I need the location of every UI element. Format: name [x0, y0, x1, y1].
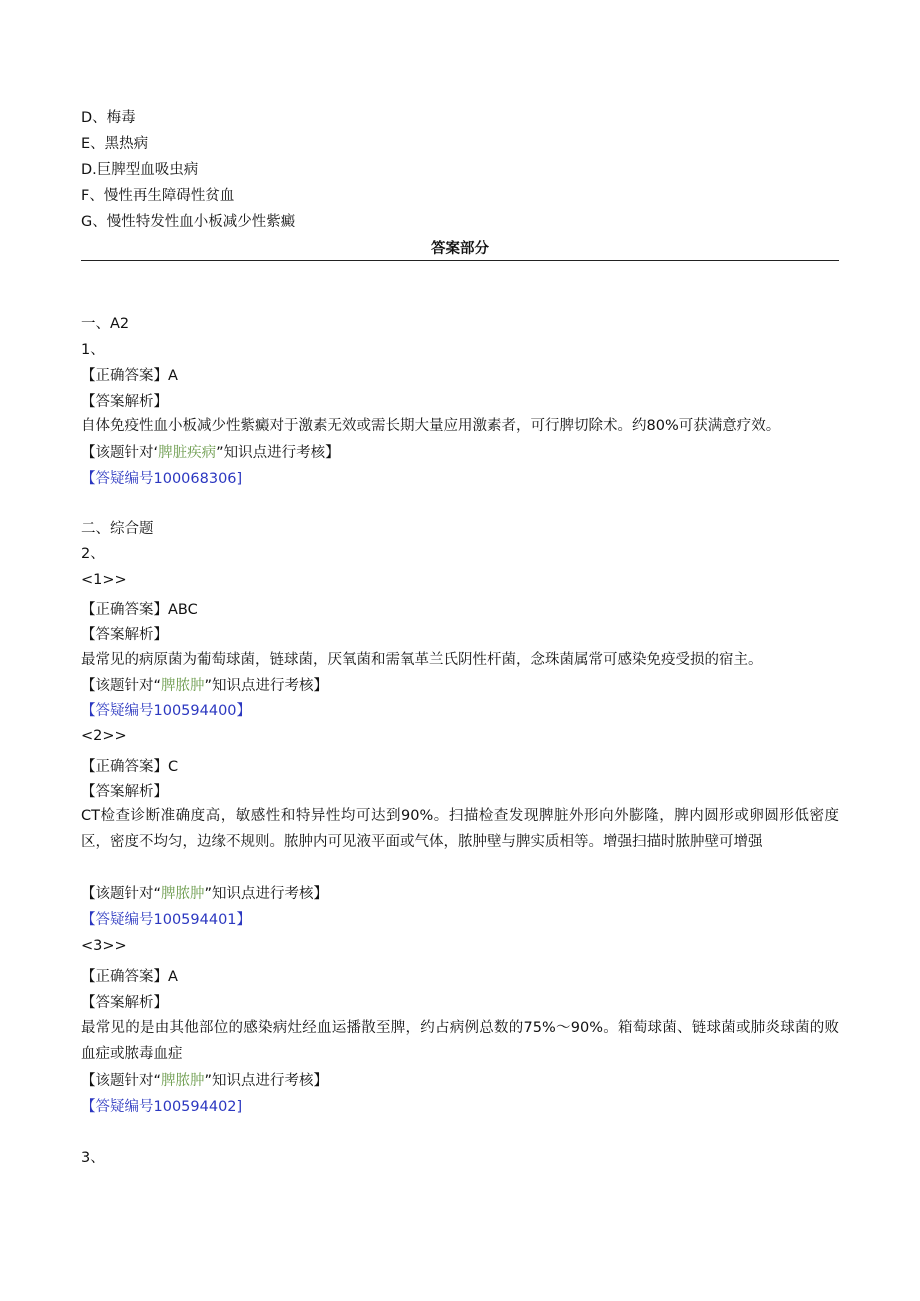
- knowledge-point-topic[interactable]: 脾脓肿: [161, 886, 205, 902]
- knowledge-point-suffix: ”知识点进行考核】: [204, 1073, 329, 1089]
- option-g: G、慢性特发性血小板减少性紫癜: [81, 214, 296, 230]
- question-id[interactable]: 【答疑编号100594401】: [81, 912, 252, 928]
- option-d: D、梅毒: [81, 110, 136, 126]
- question-number: 3、: [81, 1150, 105, 1166]
- section-heading-comprehensive: 二、综合题: [81, 521, 154, 537]
- option-e: E、黑热病: [81, 136, 149, 152]
- knowledge-point-prefix: 【该题针对‘: [81, 445, 159, 461]
- analysis-label: 【答案解析】: [81, 784, 168, 800]
- correct-answer: 【正确答案】ABC: [81, 602, 198, 618]
- question-number: 2、: [81, 546, 105, 562]
- analysis-label: 【答案解析】: [81, 995, 168, 1011]
- correct-answer: 【正确答案】A: [81, 969, 178, 985]
- knowledge-point-suffix: ”知识点进行考核】: [204, 678, 329, 694]
- knowledge-point-suffix: ”知识点进行考核】: [204, 886, 329, 902]
- knowledge-point-topic[interactable]: 脾脓肿: [161, 1073, 205, 1089]
- knowledge-point-prefix: 【该题针对“: [81, 678, 162, 694]
- sub-question-label: <2>>: [81, 728, 127, 744]
- analysis-text: 最常见的病原菌为葡萄球菌，链球菌，厌氧菌和需氧革兰氏阴性杆菌，念珠菌属常可感染免疫受损的宿主。: [81, 652, 763, 668]
- section-title: 答案部分: [81, 239, 839, 261]
- option-d2: D.巨脾型血吸虫病: [81, 162, 199, 178]
- correct-answer: 【正确答案】C: [81, 759, 179, 775]
- knowledge-point: [81, 1071, 328, 1091]
- question-number: 1、: [81, 342, 105, 358]
- question-id[interactable]: 【答疑编号100594400】: [81, 703, 252, 719]
- knowledge-point-topic[interactable]: 脾脓肿: [161, 678, 205, 694]
- section-heading-a2: 一、A2: [81, 316, 130, 332]
- sub-question-label: <1>>: [81, 572, 127, 588]
- analysis-label: 【答案解析】: [81, 627, 168, 643]
- knowledge-point-suffix: ”知识点进行考核】: [216, 445, 340, 461]
- option-f: F、慢性再生障碍性贫血: [81, 188, 235, 204]
- knowledge-point: [81, 676, 328, 696]
- sub-question-label: <3>>: [81, 938, 127, 954]
- question-id[interactable]: 【答疑编号100068306]: [81, 471, 243, 487]
- analysis-text: CT检查诊断准确度高，敏感性和特异性均可达到90%。扫描检查发现脾脏外形向外膨隆，脾内圆形或卵圆形低密度区，密度不均匀，边缘不规则。脓肿内可见液平面或气体，脓肿壁与脾实质相等。增强扫描时脓肿壁可增强: [81, 808, 839, 850]
- analysis-label: 【答案解析】: [81, 394, 168, 410]
- question-id[interactable]: 【答疑编号100594402]: [81, 1099, 243, 1115]
- knowledge-point-topic[interactable]: 脾脏疾病: [158, 445, 217, 461]
- correct-answer: 【正确答案】A: [81, 368, 178, 384]
- knowledge-point: [81, 443, 340, 463]
- knowledge-point: [81, 884, 328, 904]
- analysis-text: 自体免疫性血小板减少性紫癜对于激素无效或需长期大量应用激素者，可行脾切除术。约80%可获满意疗效。: [81, 418, 781, 434]
- knowledge-point-prefix: 【该题针对“: [81, 1073, 162, 1089]
- knowledge-point-prefix: 【该题针对“: [81, 886, 162, 902]
- analysis-text: 最常见的是由其他部位的感染病灶经血运播散至脾，约占病例总数的75%～90%。箱萄球菌、链球菌或肺炎球菌的败血症或脓毒血症: [81, 1020, 839, 1062]
